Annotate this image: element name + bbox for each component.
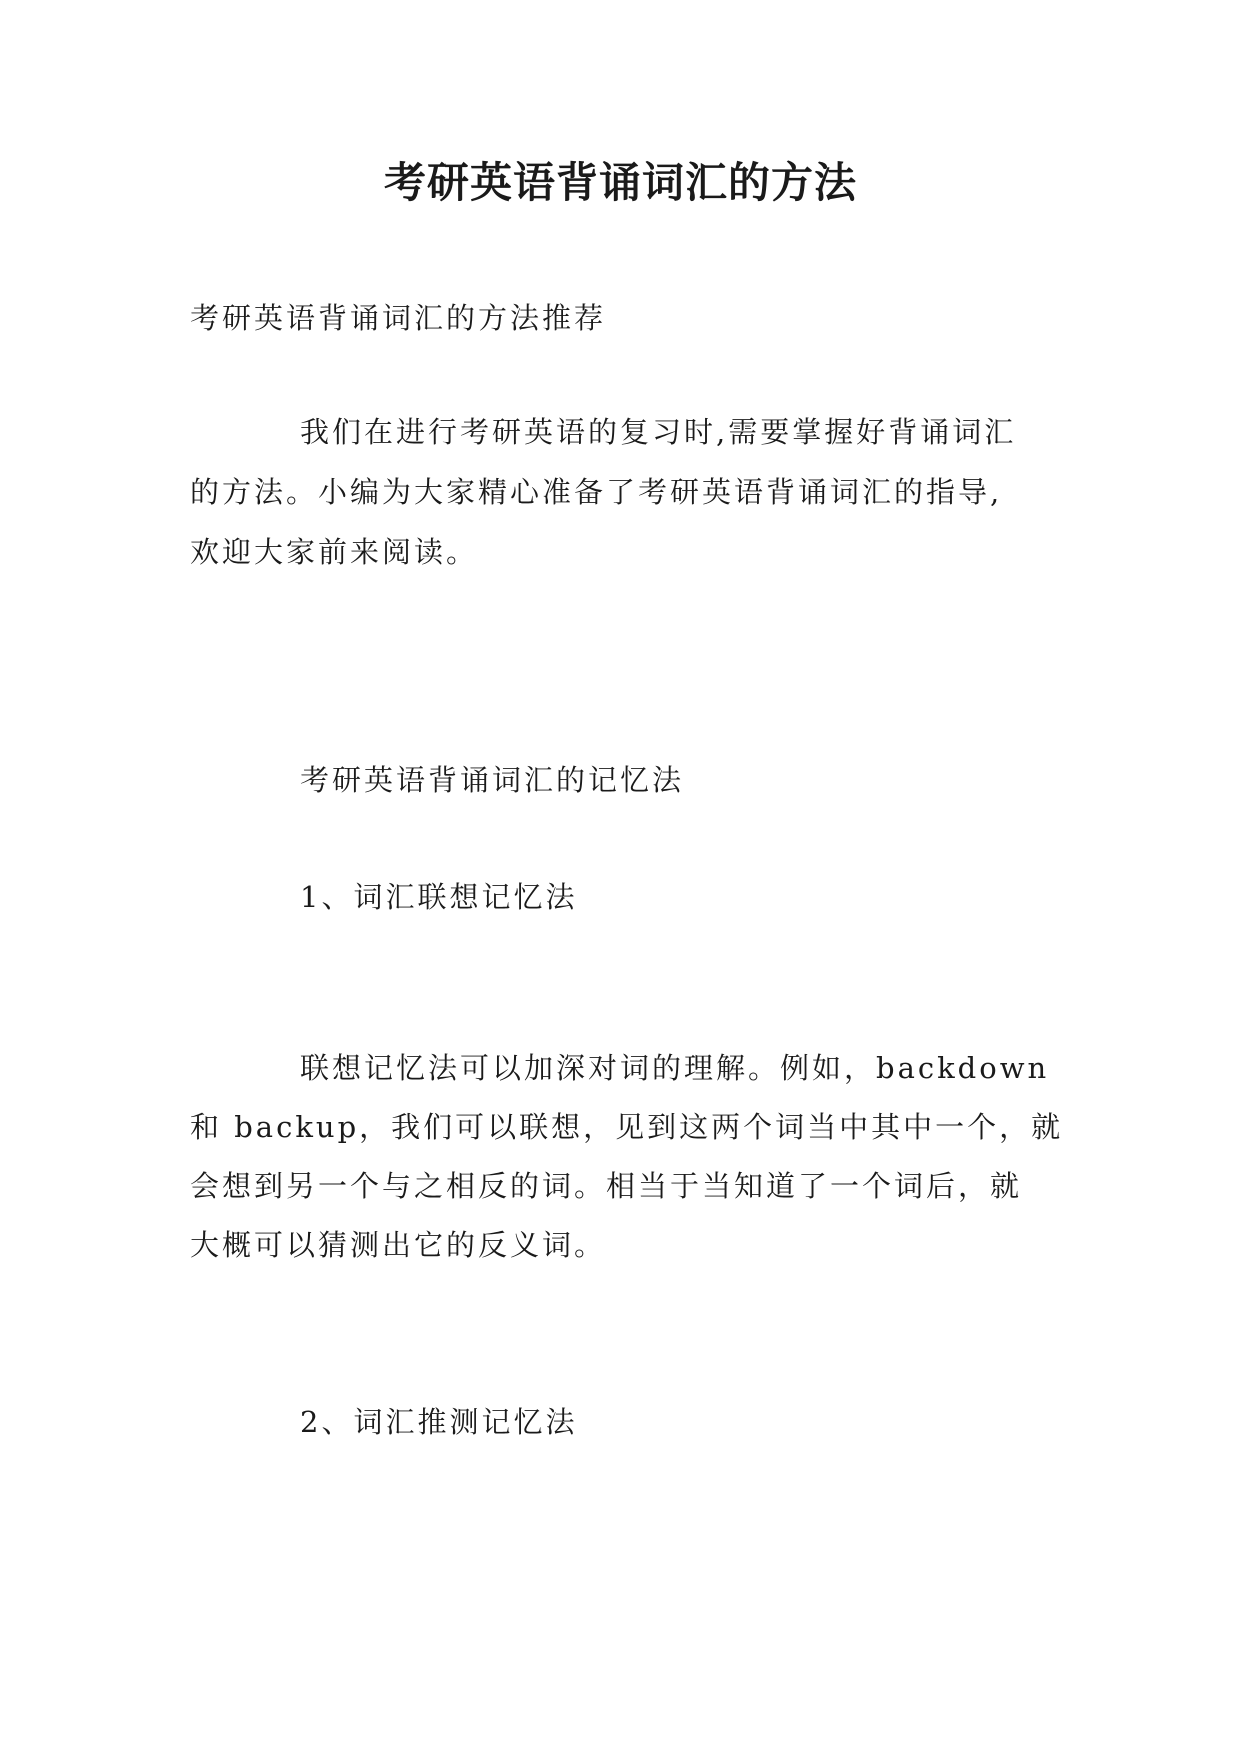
list-item-heading: 2、词汇推测记忆法 (300, 1405, 578, 1439)
section-heading: 考研英语背诵词汇的记忆法 (300, 763, 685, 797)
intro-line: 我们在进行考研英语的复习时,需要掌握好背诵词汇 (300, 415, 1017, 449)
paragraph-line: 联想记忆法可以加深对词的理解。例如，backdown (300, 1051, 1050, 1085)
paragraph-line: 和 backup，我们可以联想，见到这两个词当中其中一个，就 (190, 1110, 1064, 1144)
document-subtitle: 考研英语背诵词汇的方法推荐 (190, 301, 607, 335)
paragraph-line: 大概可以猜测出它的反义词。 (190, 1228, 607, 1262)
list-item-heading: 1、词汇联想记忆法 (300, 880, 578, 914)
intro-line: 的方法。小编为大家精心准备了考研英语背诵词汇的指导, (190, 475, 1003, 509)
paragraph-line: 会想到另一个与之相反的词。相当于当知道了一个词后，就 (190, 1169, 1023, 1203)
document-title: 考研英语背诵词汇的方法 (383, 158, 857, 207)
intro-line: 欢迎大家前来阅读。 (190, 535, 479, 569)
